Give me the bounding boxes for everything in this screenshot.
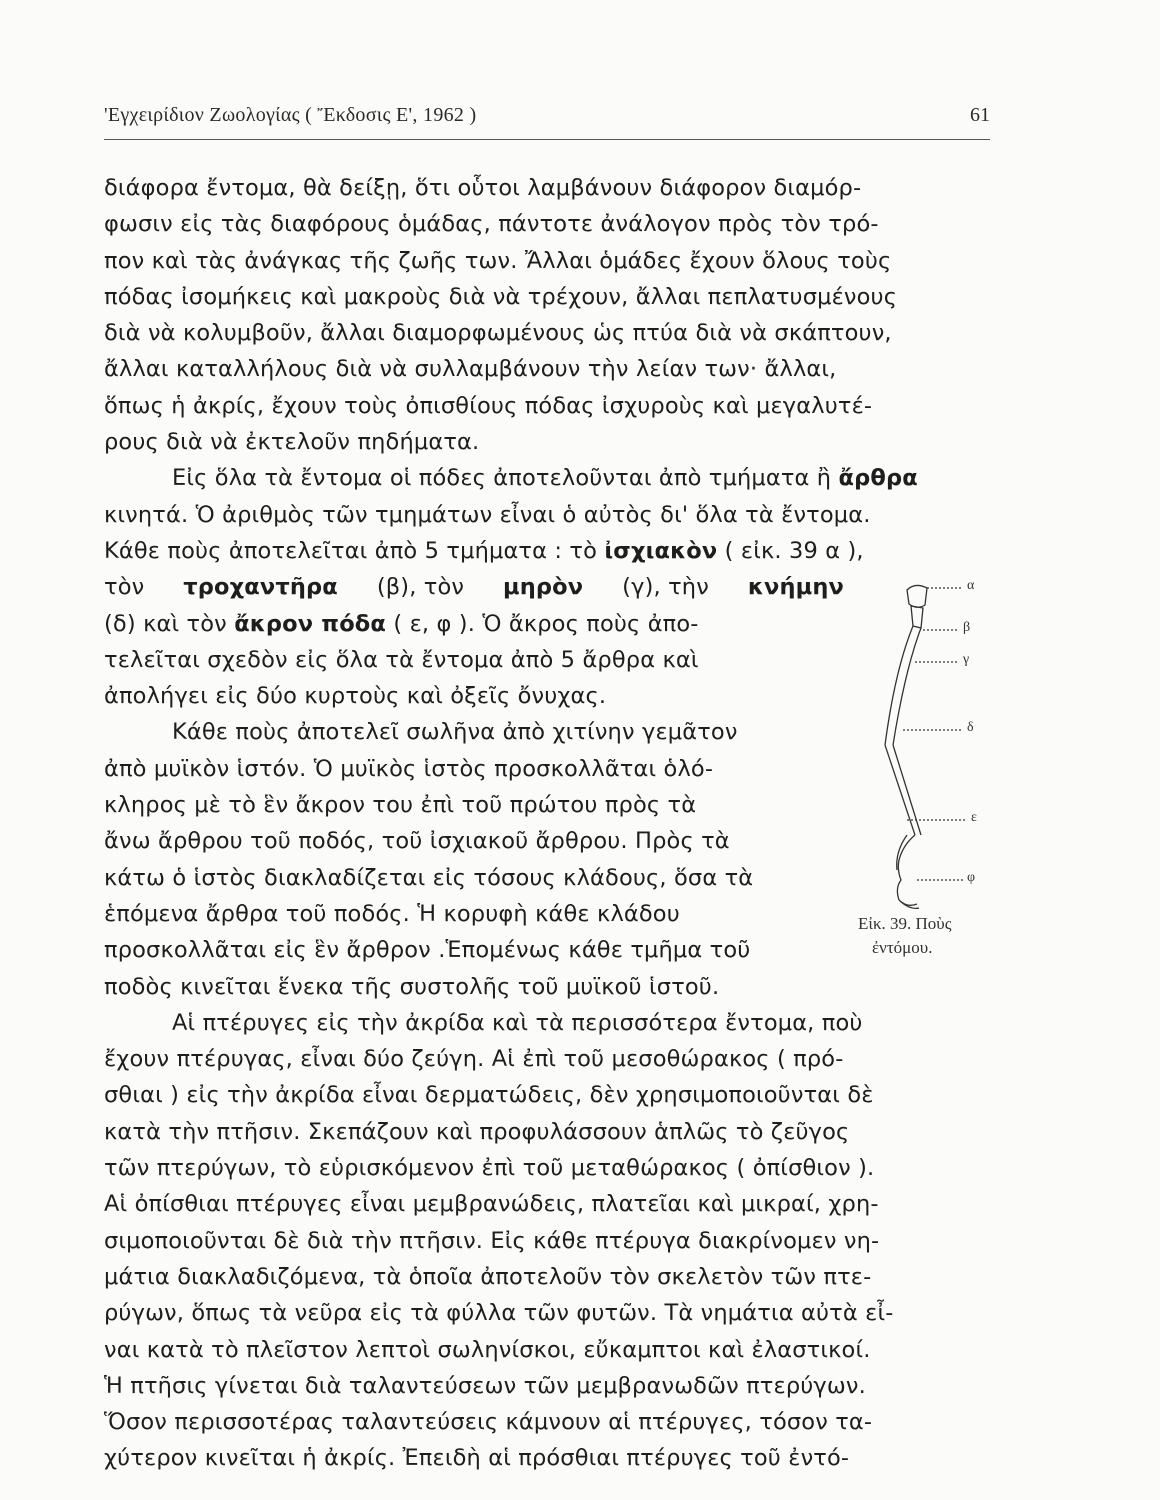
figure-label-delta: δ xyxy=(967,720,974,735)
text-line: ἀπολήγει εἰς δύο κυρτοὺς καὶ ὀξεῖς ὄνυχας. xyxy=(104,683,607,710)
term-ischiakon: ἰσχιακὸν xyxy=(604,537,718,564)
text-line: χύτερον κινεῖται ἡ ἀκρίς. Ἐπειδὴ αἱ πρόσθιαι πτέρυγες τοῦ ἐντό- xyxy=(104,1445,850,1472)
text-line xyxy=(104,460,1004,496)
text-line: κατὰ τὴν πτῆσιν. Σκεπάζουν καὶ προφυλάσσουν ἁπλῶς τὸ ζεῦγος xyxy=(104,1118,850,1145)
text-line: διὰ νὰ κολυμβοῦν, ἄλλαι διαμορφωμένους ὡς πτύα διὰ νὰ σκάπτουν, xyxy=(104,320,892,347)
text-line: προσκολλᾶται εἰς ἓν ἄρθρον .Ἑπομένως κάθε τμῆμα τοῦ xyxy=(104,937,751,964)
insect-leg-figure xyxy=(855,570,1005,960)
text-line xyxy=(104,606,844,642)
term-trochantira: τροχαντῆρα xyxy=(183,574,338,601)
insect-leg-drawing xyxy=(855,570,1005,910)
text-line: τῶν πτερύγων, τὸ εὑρισκόμενον ἐπὶ τοῦ μεταθώρακος ( ὀπίσθιον ). xyxy=(104,1155,875,1182)
text-line: Αἱ πτέρυγες εἰς τὴν ἀκρίδα καὶ τὰ περισσότερα ἔντομα, ποὺ xyxy=(172,1009,863,1036)
text-line: ὅπως ἡ ἀκρίς, ἔχουν τοὺς ὀπισθίους πόδας ἰσχυροὺς καὶ μεγαλυτέ- xyxy=(104,392,873,419)
figure-label-beta: β xyxy=(963,620,971,635)
text-span: (δ) καὶ τὸν xyxy=(104,610,227,637)
term-knimin: κνήμην xyxy=(747,574,844,601)
text-line: ἄλλαι καταλλήλους διὰ νὰ συλλαμβάνουν τὴν λείαν των· ἄλλαι, xyxy=(104,356,837,383)
figure-label-gamma: γ xyxy=(963,652,970,667)
caption-line: Εἰκ. 39. Ποὺς xyxy=(858,914,952,933)
running-head xyxy=(104,104,990,134)
header-rule xyxy=(104,139,990,140)
text-span: Εἰς ὅλα τὰ ἔντομα οἱ πόδες ἀποτελοῦνται ἀπὸ τμήματα ἢ xyxy=(172,465,832,492)
text-line: ποδὸς κινεῖται ἕνεκα τῆς συστολῆς τοῦ μυϊκοῦ ἱστοῦ. xyxy=(104,973,720,1000)
caption-line: ἐντόμου. xyxy=(872,938,933,957)
text-line: διάφορα ἔντομα, θὰ δείξῃ, ὅτι οὗτοι λαμβάνουν διάφορον διαμόρ- xyxy=(104,175,862,201)
text-line: πον καὶ τὰς ἀνάγκας τῆς ζωῆς των. Ἄλλαι ὁμάδες ἔχουν ὅλους τοὺς xyxy=(104,247,892,274)
text-line: ναι κατὰ τὸ πλεῖστον λεπτοὶ σωληνίσκοι, εὔκαμπτοι καὶ ἐλαστικοί. xyxy=(104,1336,871,1363)
text-line xyxy=(104,533,1004,569)
text-line: ἀπὸ μυϊκὸν ἱστόν. Ὁ μυϊκὸς ἱστὸς προσκολλᾶται ὁλό- xyxy=(104,755,714,782)
text-line: κάτω ὁ ἱστὸς διακλαδίζεται εἰς τόσους κλάδους, ὅσα τὰ xyxy=(104,864,754,891)
text-line: πόδας ἰσομήκεις καὶ μακροὺς διὰ νὰ τρέχουν, ἄλλαι πεπλατυσμένους xyxy=(104,283,898,310)
text-span: Κάθε ποὺς ἀποτελεῖται ἀπὸ 5 τμήματα : τὸ xyxy=(104,537,598,564)
term-miron: μηρὸν xyxy=(503,574,584,601)
text-line: σθιαι ) εἰς τὴν ἀκρίδα εἶναι δερματώδεις, δὲν χρησιμοποιοῦνται δὲ xyxy=(104,1082,874,1109)
text-line: Κάθε ποὺς ἀποτελεῖ σωλῆνα ἀπὸ χιτίνην γεμᾶτον xyxy=(172,719,738,746)
text-line: κινητά. Ὁ ἀριθμὸς τῶν τμημάτων εἶναι ὁ αὐτὸς δι' ὅλα τὰ ἔντομα. xyxy=(104,501,871,528)
text-line: Ὅσον περισσοτέρας ταλαντεύσεις κάμνουν αἱ πτέρυγες, τόσον τα- xyxy=(104,1409,873,1436)
term-arthra: ἄρθρα xyxy=(838,465,918,492)
text-span: τὸν xyxy=(104,574,145,601)
text-span: (γ), τὴν xyxy=(622,574,709,601)
text-line: τελεῖται σχεδὸν εἰς ὅλα τὰ ἔντομα ἀπὸ 5 ἄρθρα καὶ xyxy=(104,646,699,673)
text-line: Αἱ ὀπίσθιαι πτέρυγες εἶναι μεμβρανώδεις, πλατεῖαι καὶ μικραί, χρη- xyxy=(104,1191,879,1218)
text-line: φωσιν εἰς τὰς διαφόρους ὁμάδας, πάντοτε ἀνάλογον πρὸς τὸν τρό- xyxy=(104,211,879,238)
text-line: ἑπόμενα ἄρθρα τοῦ ποδός. Ἡ κορυφὴ κάθε κλάδου xyxy=(104,900,680,927)
text-span: ( εἰκ. 39 α ), xyxy=(724,537,864,564)
text-line: σιμοποιοῦνται δὲ διὰ τὴν πτῆσιν. Εἰς κάθε πτέρυγα διακρίνομεν νη- xyxy=(104,1227,880,1254)
figure-label-phi: φ xyxy=(967,870,976,885)
text-line: κληρος μὲ τὸ ἓν ἄκρον του ἐπὶ τοῦ πρώτου πρὸς τὰ xyxy=(104,792,697,819)
text-line xyxy=(104,569,844,605)
text-span: (β), τὸν xyxy=(376,574,465,601)
page-number: 61 xyxy=(970,104,990,126)
term-akron-poda: ἄκρον πόδα xyxy=(234,610,387,637)
figure-caption xyxy=(858,912,1008,960)
text-line: ἄνω ἄρθρου τοῦ ποδός, τοῦ ἰσχιακοῦ ἄρθρου. Πρὸς τὰ xyxy=(104,828,730,855)
text-span: ( ε, φ ). Ὁ ἄκρος ποὺς ἀπο- xyxy=(393,610,699,637)
text-line: μάτια διακλαδιζόμενα, τὰ ὁποῖα ἀποτελοῦν τὸν σκελετὸν τῶν πτε- xyxy=(104,1263,872,1290)
text-line: ρους διὰ νὰ ἐκτελοῦν πηδήματα. xyxy=(104,429,480,456)
figure-label-alpha: α xyxy=(967,578,975,593)
text-line: ρύγων, ὅπως τὰ νεῦρα εἰς τὰ φύλλα τῶν φυτῶν. Τὰ νημάτια αὐτὰ εἶ- xyxy=(104,1300,894,1327)
figure-label-epsilon: ε xyxy=(971,810,977,825)
text-line: Ἡ πτῆσις γίνεται διὰ ταλαντεύσεων τῶν μεμβρανωδῶν πτερύγων. xyxy=(104,1372,866,1399)
book-title: 'Εγχειρίδιον Ζωολογίας ( Ἔκδοσις Ε', 1962 ) xyxy=(104,104,477,126)
text-line: ἔχουν πτέρυγας, εἶναι δύο ζεύγη. Αἱ ἐπὶ τοῦ μεσοθώρακος ( πρό- xyxy=(104,1046,844,1073)
